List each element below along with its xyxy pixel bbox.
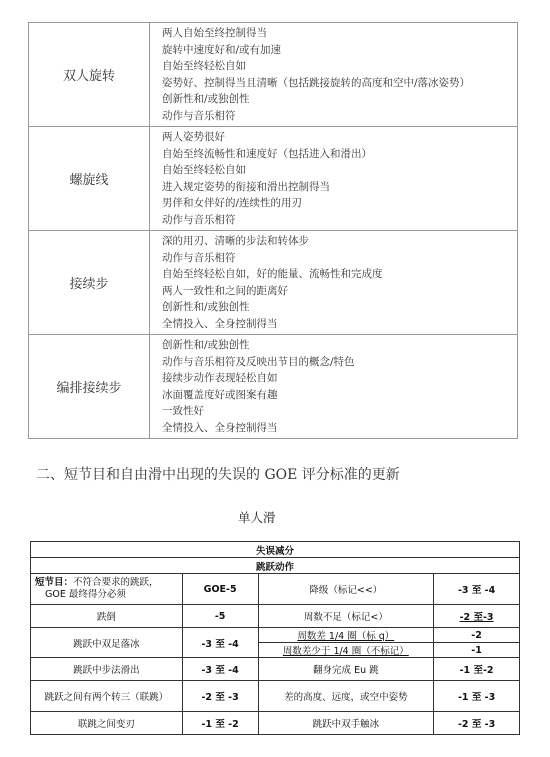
criteria-line: 自始至终流畅性和速度好（包括进入和滑出） bbox=[162, 147, 372, 160]
criteria-line: 动作与音乐相符 bbox=[162, 109, 236, 122]
goe-label: 跳跃中双手触冰 bbox=[258, 712, 434, 735]
criteria-line: 全情投入、全身控制得当 bbox=[162, 421, 278, 434]
goe-label: 周数差 1/4 圈（标 q） bbox=[258, 628, 434, 643]
criteria-lines bbox=[150, 231, 518, 335]
criteria-category: 螺旋线 bbox=[29, 127, 150, 231]
criteria-line: 自始至终轻松自如 bbox=[162, 60, 246, 72]
criteria-lines bbox=[150, 127, 518, 231]
criteria-line: 动作与音乐相符 bbox=[162, 251, 236, 264]
criteria-line: 创新性和/或独创性 bbox=[162, 301, 250, 313]
criteria-line: 动作与音乐相符 bbox=[162, 213, 236, 226]
goe-table bbox=[30, 541, 520, 735]
goe-header-jumps: 跳跃动作 bbox=[31, 558, 520, 574]
criteria-row-step-sequence bbox=[29, 231, 518, 335]
criteria-row-spiral bbox=[29, 127, 518, 231]
goe-label: 跌倒 bbox=[31, 605, 183, 628]
goe-label: 联跳之间变刃 bbox=[31, 712, 183, 735]
criteria-line: 姿势好、控制得当且清晰（包括跳接旋转的高度和空中/落冰姿势） bbox=[162, 76, 471, 89]
criteria-line: 深的用刃、清晰的步法和转体步 bbox=[162, 235, 309, 247]
criteria-table bbox=[28, 22, 518, 439]
criteria-line: 旋转中速度好和/或有加速 bbox=[162, 43, 282, 56]
goe-value: -1 至 -2 bbox=[182, 712, 258, 735]
goe-value: GOE-5 bbox=[182, 574, 258, 605]
criteria-category: 编排接续步 bbox=[29, 335, 150, 439]
goe-header-row bbox=[31, 542, 520, 558]
criteria-row-choreo-sequence bbox=[29, 335, 518, 439]
criteria-line: 创新性和/或独创性 bbox=[162, 93, 250, 105]
goe-value: -5 bbox=[182, 605, 258, 628]
goe-label: 差的高度、远度，或空中姿势 bbox=[258, 681, 434, 712]
goe-row bbox=[31, 574, 520, 605]
criteria-line: 接续步动作表现轻松自如 bbox=[162, 372, 278, 384]
goe-row bbox=[31, 658, 520, 681]
goe-value: -3 至 -4 bbox=[434, 574, 520, 605]
criteria-line: 自始至终轻松自如，好的能量、流畅性和完成度 bbox=[162, 268, 383, 280]
goe-label: 周数差少于 1/4 圈（不标记） bbox=[258, 643, 434, 658]
criteria-category: 接续步 bbox=[29, 231, 150, 335]
goe-value: -1 至-2 bbox=[434, 658, 520, 681]
goe-short-label-text: 不符合要求的跳跃， bbox=[73, 577, 159, 588]
goe-value: -3 至 -4 bbox=[182, 628, 258, 658]
goe-value: -2 至-3 bbox=[434, 605, 520, 628]
criteria-line: 两人姿势很好 bbox=[162, 131, 225, 143]
section-heading: 二、短节目和自由滑中出现的失误的 GOE 评分标准的更新 bbox=[36, 467, 400, 483]
goe-label: 跳跃中双足落冰 bbox=[31, 628, 183, 658]
criteria-lines bbox=[150, 335, 518, 439]
criteria-line: 动作与音乐相符及反映出节目的概念/特色 bbox=[162, 355, 355, 368]
section-subtitle: 单人滑 bbox=[238, 510, 276, 525]
criteria-line: 男伴和女伴好的/连续性的用刃 bbox=[162, 197, 303, 209]
criteria-category: 双人旋转 bbox=[29, 23, 150, 127]
goe-short-label-text2: GOE 最终得分必须 bbox=[45, 589, 126, 600]
goe-label: 跳跃之间有两个转三（联跳） bbox=[31, 681, 183, 712]
goe-row bbox=[31, 681, 520, 712]
goe-header-errors: 失误减分 bbox=[31, 542, 520, 558]
criteria-row-pair-spin bbox=[29, 23, 518, 127]
goe-label: 翻身完成 Eu 跳 bbox=[258, 658, 434, 681]
goe-row bbox=[31, 712, 520, 735]
goe-label: 降级（标记<<） bbox=[258, 574, 434, 605]
goe-label: 周数不足（标记<） bbox=[258, 605, 434, 628]
criteria-line: 两人自始至终控制得当 bbox=[162, 27, 267, 39]
criteria-line: 冰面覆盖度好或图案有趣 bbox=[162, 388, 278, 401]
goe-short-program-label bbox=[31, 574, 183, 605]
goe-value: -2 bbox=[434, 628, 520, 643]
goe-label: 跳跃中步法滑出 bbox=[31, 658, 183, 681]
goe-value: -2 至 -3 bbox=[434, 712, 520, 735]
goe-value: -1 至 -3 bbox=[434, 681, 520, 712]
goe-header-row bbox=[31, 558, 520, 574]
goe-row bbox=[31, 628, 520, 643]
goe-value: -2 至 -3 bbox=[182, 681, 258, 712]
criteria-line: 一致性好 bbox=[162, 405, 204, 417]
criteria-line: 自始至终轻松自如 bbox=[162, 164, 246, 176]
goe-value: -3 至 -4 bbox=[182, 658, 258, 681]
goe-value: -1 bbox=[434, 643, 520, 658]
criteria-line: 两人一致性和之间的距离好 bbox=[162, 284, 288, 297]
criteria-line: 创新性和/或独创性 bbox=[162, 339, 250, 351]
goe-row bbox=[31, 605, 520, 628]
criteria-line: 全情投入、全身控制得当 bbox=[162, 317, 278, 330]
goe-short-label-prefix: 短节目： bbox=[35, 577, 74, 588]
criteria-lines bbox=[150, 23, 518, 127]
criteria-line: 进入规定姿势的衔接和滑出控制得当 bbox=[162, 180, 330, 193]
